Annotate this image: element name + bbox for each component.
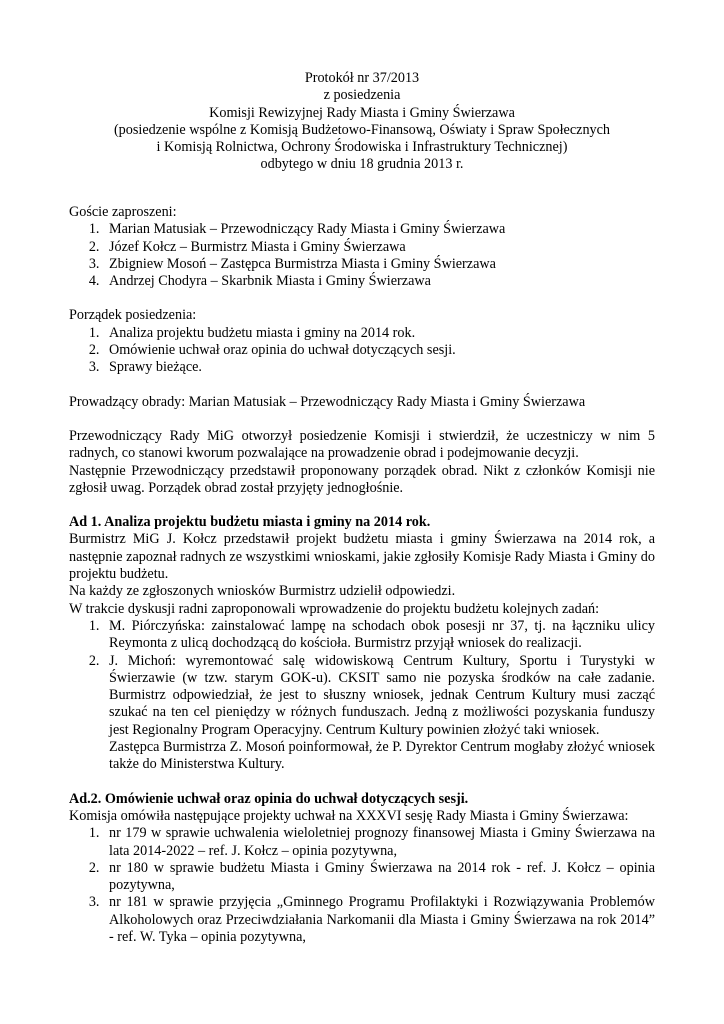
- agenda-heading: Porządek posiedzenia:: [69, 307, 197, 324]
- list-item: [103, 653, 655, 774]
- header-committee-2: i Komisją Rolnictwa, Ochrony Środowiska i Infrastruktury Technicznej): [156, 139, 568, 156]
- ad1-heading: Ad 1. Analiza projektu budżetu miasta i gminy na 2014 rok.: [69, 514, 431, 531]
- ad1-proposals-list: [69, 618, 655, 774]
- opening-paragraph: Przewodniczący Rady MiG otworzył posiedzenie Komisji i stwierdził, że uczestniczy w nim 5 radnych, co stanowi kworum pozwalające na prowadzenie obrad i podejmowanie decyzji.: [69, 427, 655, 462]
- list-item: [103, 618, 655, 653]
- ad2-resolutions-list: [69, 825, 655, 946]
- proposal-text: J. Michoń: wyremontować salę widowiskową Centrum Kultury, Sportu i Turystyki w Świerzawie (w tzw. starym GOK-u). CKSIT samo nie pozyska środków na całe zadanie. Burmistrz odpowiedział, że jest to słuszny wniosek, jednak Centrum Kultury musi zacząć szukać na ten cel pieniędzy w różnych funduszach. Jedną z możliwości pozyskania funduszy jest Regionalny Program Operacyjny. Centrum Kultury powinien złożyć taki wniosek.: [109, 652, 655, 738]
- document-header: [0, 70, 724, 174]
- protocol-title: Protokół nr 37/2013: [304, 70, 420, 86]
- proposal-extra: Zastępca Burmistrza Z. Mosoń poinformował, że P. Dyrektor Centrum mogłaby złożyć wniosek także do Ministerstwa Kultury.: [109, 739, 655, 773]
- header-line-2: z posiedzenia: [323, 87, 401, 104]
- guests-list: [69, 221, 655, 290]
- list-item: 2. Józef Kołcz – Burmistrz Miasta i Gminy Świerzawa: [103, 239, 655, 256]
- agenda-list: [69, 325, 655, 377]
- ad1-paragraph-3: W trakcie dyskusji radni zaproponowali wprowadzenie do projektu budżetu kolejnych zadań:: [69, 600, 600, 617]
- list-item: 3. nr 181 w sprawie przyjęcia „Gminnego Programu Profilaktyki i Rozwiązywania Problemów Alkoholowych oraz Przeciwdziałania Narkomanii dla Miasta i Gminy Świerzawa na rok 2014” - ref. W. Tyka – opinia pozytywna,: [103, 894, 655, 946]
- list-item: 4. Andrzej Chodyra – Skarbnik Miasta i Gminy Świerzawa: [103, 273, 655, 290]
- ad1-paragraph: Burmistrz MiG J. Kołcz przedstawił projekt budżetu miasta i gminy Świerzawa na 2014 rok, a następnie zapoznał radnych ze wszystkimi wnioskami, jakie zgłosiły Komisje Rady Miasta i Gminy do projektu budżetu.: [69, 531, 655, 583]
- opening-paragraph-2: Następnie Przewodniczący przedstawił proponowany porządek obrad. Nikt z członków Komisji nie zgłosił uwag. Porządek obrad został przyjęty jednogłośnie.: [69, 462, 655, 496]
- list-item: 1. Marian Matusiak – Przewodniczący Rady Miasta i Gminy Świerzawa: [103, 221, 655, 238]
- chair-paragraph: Prowadzący obrady: Marian Matusiak – Przewodniczący Rady Miasta i Gminy Świerzawa: [69, 393, 586, 410]
- header-date: odbytego w dniu 18 grudnia 2013 r.: [260, 156, 464, 173]
- ad1-paragraph-2: Na każdy ze zgłoszonych wniosków Burmistrz udzielił odpowiedzi.: [69, 583, 456, 600]
- ad2-intro: Komisja omówiła następujące projekty uchwał na XXXVI sesję Rady Miasta i Gminy Świerzawa:: [69, 807, 629, 824]
- list-item: 3. Zbigniew Mosoń – Zastępca Burmistrza Miasta i Gminy Świerzawa: [103, 256, 655, 273]
- list-item: 2. Omówienie uchwał oraz opinia do uchwał dotyczących sesji.: [103, 342, 655, 359]
- ad2-heading: Ad.2. Omówienie uchwał oraz opinia do uchwał dotyczących sesji.: [69, 790, 469, 807]
- document-body: [69, 204, 655, 946]
- list-item: 2. nr 180 w sprawie budżetu Miasta i Gminy Świerzawa na 2014 rok - ref. J. Kołcz – opinia pozytywna,: [103, 860, 655, 895]
- header-committee: Komisji Rewizyjnej Rady Miasta i Gminy Świerzawa: [209, 104, 515, 121]
- proposal-text: M. Piórczyńska: zainstalować lampę na schodach obok posesji nr 37, tj. na łączniku ulicy Reymonta z ulicą dochodzącą do kościoła. Burmistrz przyjął wniosek do realizacji.: [109, 617, 655, 652]
- guests-heading: Goście zaproszeni:: [69, 204, 177, 220]
- list-item: 3. Sprawy bieżące.: [103, 359, 655, 376]
- header-joint-meeting: (posiedzenie wspólne z Komisją Budżetowo-Finansową, Oświaty i Spraw Społecznych: [113, 121, 611, 138]
- list-item: 1. Analiza projektu budżetu miasta i gminy na 2014 rok.: [103, 325, 655, 342]
- list-item: 1. nr 179 w sprawie uchwalenia wieloletniej prognozy finansowej Miasta i Gminy Świerzawa na lata 2014-2022 – ref. J. Kołcz – opinia pozytywna,: [103, 825, 655, 860]
